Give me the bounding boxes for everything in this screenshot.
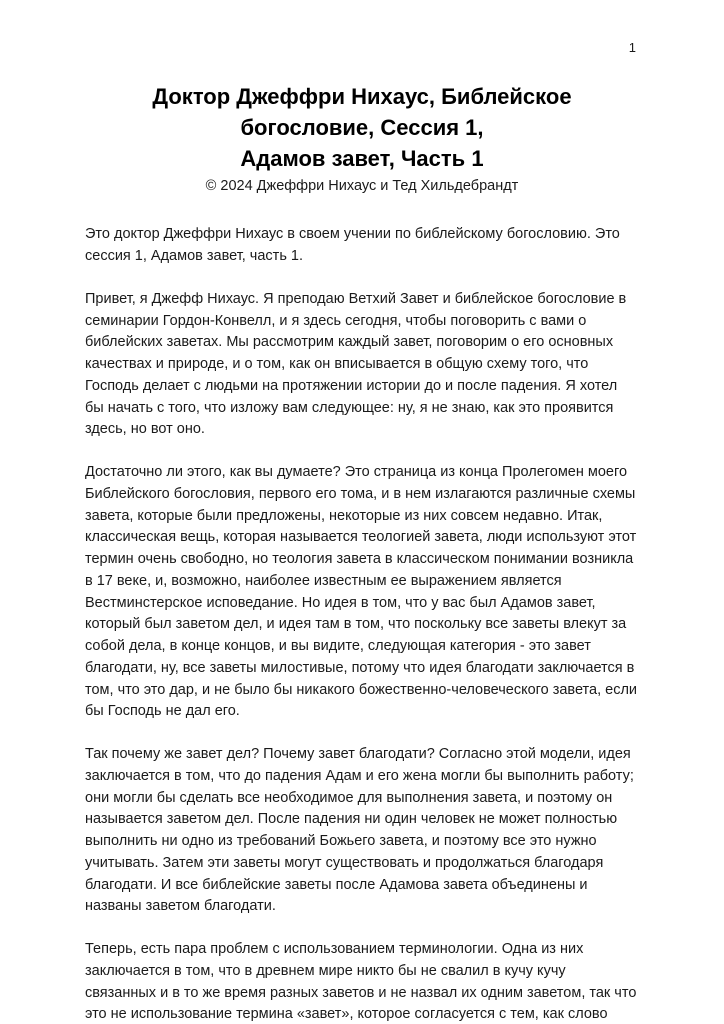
title-line-1: Доктор Джеффри Нихаус, Библейское [152,84,572,109]
title-line-3: Адамов завет, Часть 1 [240,145,484,171]
copyright-line: © 2024 Джеффри Нихаус и Тед Хильдебрандт [205,178,519,195]
page-title [85,82,639,174]
paragraph-4: Так почему же завет дел? Почему завет благодати? Согласно этой модели, идея заключается в том, что до падения Адам и его жена могли бы выполнить работу; они могли бы сделать все необходимое для выполнения завета, и поэтому он называется заветом дел. После падения ни один человек не может полностью выполнить ни одно из требований Божьего завета, и поэтому все это нужно учитывать. Затем эти заветы могут существовать и продолжаться благодаря благодати. И все библейские заветы после Адамова завета объединены и названы заветом благодати. [85,746,634,915]
paragraph-1: Это доктор Джеффри Нихаус в своем учении по библейскому богословию. Это сессия 1, Адамов завет, часть 1. [85,226,620,265]
paragraph-2: Привет, я Джефф Нихаус. Я преподаю Ветхий Завет и библейское богословие в семинарии Гордон-Конвелл, и я здесь сегодня, чтобы поговорить с вами о библейских заветах. Мы рассмотрим каждый завет, поговорим о его основных качествах и природе, и о том, как он вписывается в общую схему того, что Господь делает с людьми на протяжении истории до и после падения. Я хотел бы начать с того, что изложу вам следующее: ну, я не знаю, как это проявится здесь, но вот оно. [85,290,627,438]
paragraph-5: Теперь, есть пара проблем с использованием терминологии. Одна из них заключается в том, что в древнем мире никто бы не свалил в кучу кучу связанных и в то же время разных заветов и не назвал их одним заветом, так что это не использование термина «завет», которое согласуется с тем, как слово [85,941,637,1023]
document-body [85,224,639,1024]
page-number: 1 [628,40,636,55]
paragraph-3: Достаточно ли этого, как вы думаете? Это страница из конца Пролегомен моего Библейского богословия, первого его тома, и в нем излагаются различные схемы завета, которые были предложены, некоторые из них совсем недавно. Итак, классическая вещь, которая называется теологией завета, люди используют этот термин очень свободно, но теология завета в классическом понимании возникла в 17 веке, и, возможно, наиболее известным ее выражением является Вестминстерское исповедание. Но идея в том, что у вас был Адамов завет, который был заветом дел, и идея там в том, что поскольку все заветы влекут за собой дела, в конце концов, и вы видите, следующая категория - это завет благодати, ну, все заветы милостивые, потому что идея благодати заключается в том, что это дар, и не было бы никакого божественно-человеческого завета, если бы Господь не дал его. [85,464,638,720]
title-line-2: богословие, Сессия 1, [240,114,484,140]
